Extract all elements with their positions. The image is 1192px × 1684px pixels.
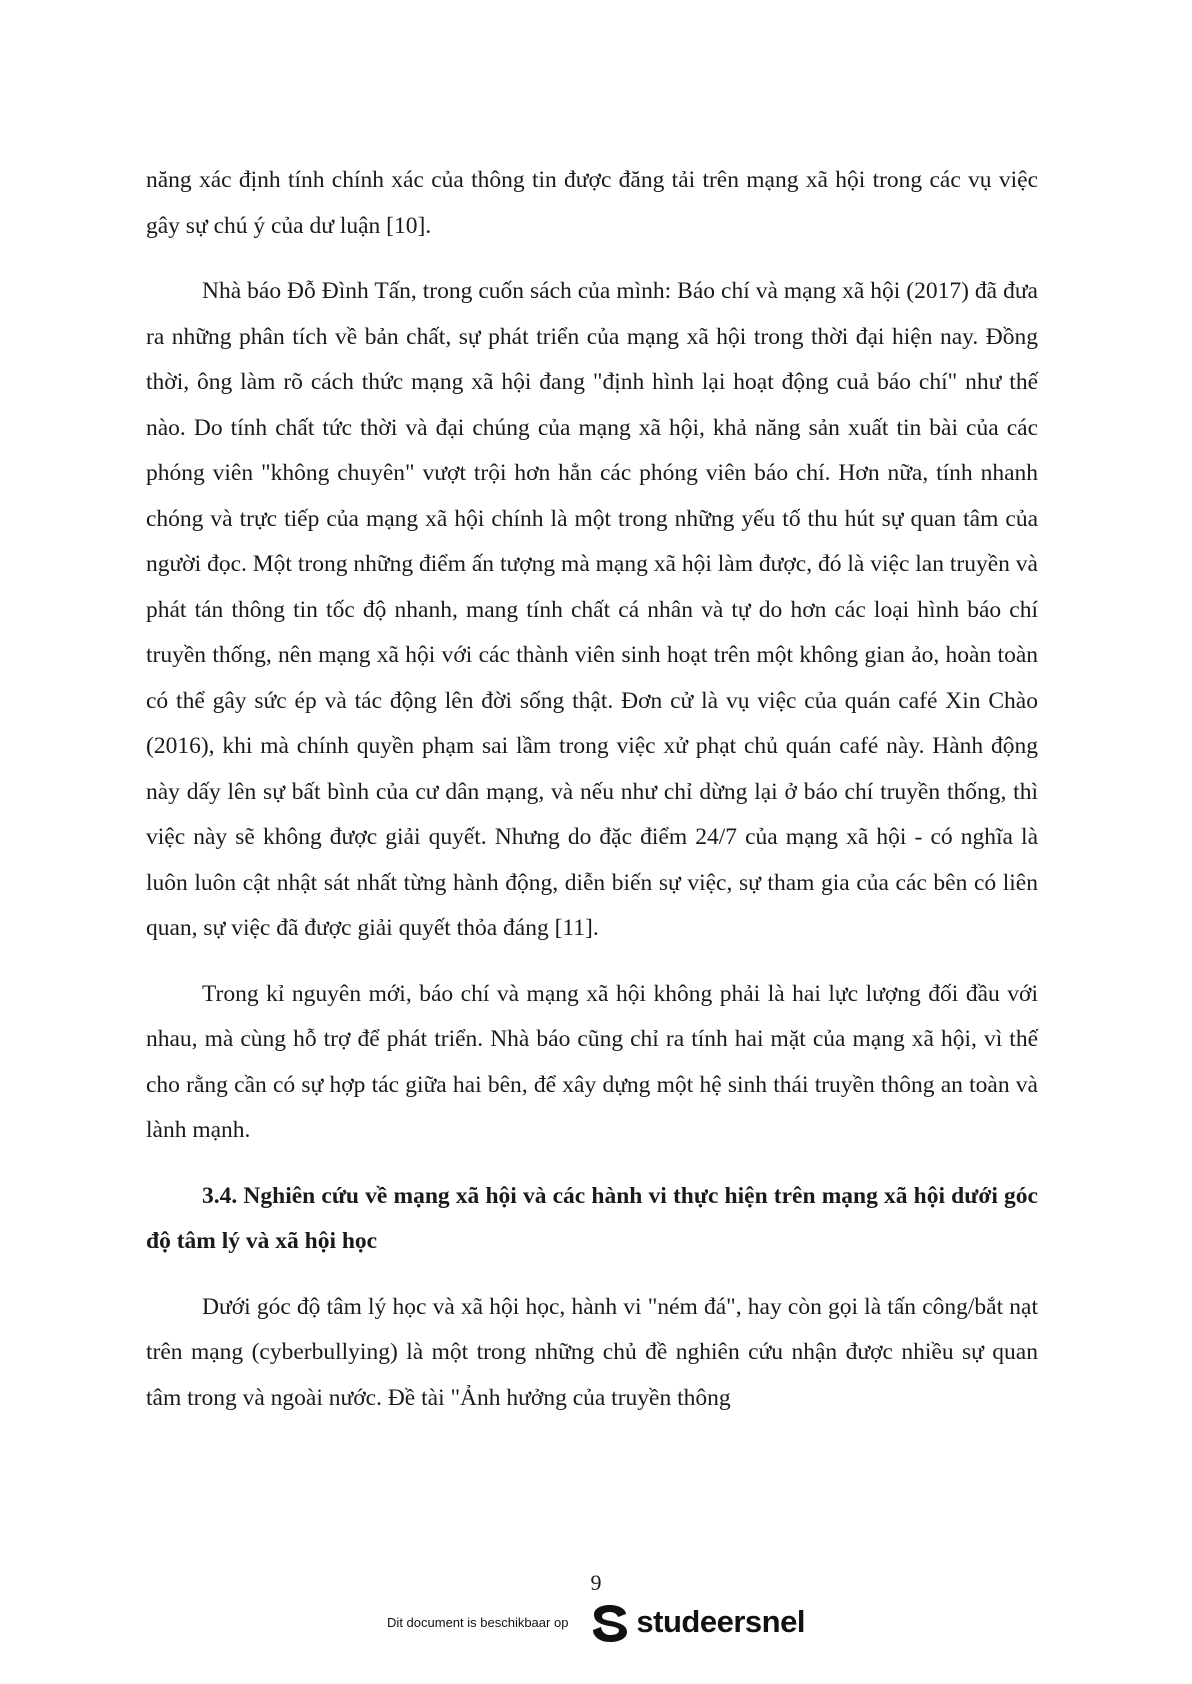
footer-banner[interactable] bbox=[0, 1602, 1192, 1642]
brand-name: studeersnel bbox=[636, 1604, 805, 1639]
studeersnel-logo-icon bbox=[590, 1602, 630, 1642]
paragraph-do-dinh-tan: Nhà báo Đỗ Đình Tấn, trong cuốn sách của mình: Báo chí và mạng xã hội (2017) đã đưa ra những phân tích về bản chất, sự phát triển của mạng xã hội trong thời đại hiện nay. Đồng thời, ông làm rõ cách thức mạng xã hội đang "định hình lại hoạt động cuả báo chí" như thế nào. Do tính chất tức thời và đại chúng của mạng xã hội, khả năng sản xuất tin bài của các phóng viên "không chuyên" vượt trội hơn hẳn các phóng viên báo chí. Hơn nữa, tính nhanh chóng và trực tiếp của mạng xã hội chính là một trong những yếu tố thu hút sự quan tâm của người đọc. Một trong những điểm ấn tượng mà mạng xã hội làm được, đó là việc lan truyền và phát tán thông tin tốc độ nhanh, mang tính chất cá nhân và tự do hơn các loại hình báo chí truyền thống, nên mạng xã hội với các thành viên sinh hoạt trên một không gian ảo, hoàn toàn có thể gây sức ép và tác động lên đời sống thật. Đơn cử là vụ việc của quán café Xin Chào (2016), khi mà chính quyền phạm sai lầm trong việc xử phạt chủ quán café này. Hành động này dấy lên sự bất bình của cư dân mạng, và nếu như chỉ dừng lại ở báo chí truyền thống, thì việc này sẽ không được giải quyết. Nhưng do đặc điểm 24/7 của mạng xã hội - có nghĩa là luôn luôn cật nhật sát nhất từng hành động, diễn biến sự việc, sự tham gia của các bên có liên quan, sự việc đã được giải quyết thỏa đáng [11]. bbox=[146, 278, 1038, 941]
paragraph-new-era: Trong kỉ nguyên mới, báo chí và mạng xã hội không phải là hai lực lượng đối đầu với nhau, mà cùng hỗ trợ để phát triển. Nhà báo cũng chỉ ra tính hai mặt của mạng xã hội, vì thế cho rằng cần có sự hợp tác giữa hai bên, để xây dựng một hệ sinh thái truyền thông an toàn và lành mạnh. bbox=[146, 980, 1038, 1143]
page-content bbox=[146, 158, 1038, 1421]
footer-text: Dit document is beschikbaar op bbox=[387, 1614, 569, 1630]
paragraph-continuation: năng xác định tính chính xác của thông tin được đăng tải trên mạng xã hội trong các vụ việc gây sự chú ý của dư luận [10]. bbox=[146, 167, 1038, 239]
page-number: 9 bbox=[590, 1570, 602, 1595]
section-heading: 3.4. Nghiên cứu về mạng xã hội và các hành vi thực hiện trên mạng xã hội dưới góc độ tâm lý và xã hội học bbox=[146, 1182, 1038, 1254]
paragraph-cyberbullying: Dưới góc độ tâm lý học và xã hội học, hành vi "ném đá", hay còn gọi là tấn công/bắt nạt trên mạng (cyberbullying) là một trong những chủ đề nghiên cứu nhận được nhiều sự quan tâm trong và ngoài nước. Đề tài "Ảnh hưởng của truyền thông bbox=[146, 1293, 1038, 1411]
